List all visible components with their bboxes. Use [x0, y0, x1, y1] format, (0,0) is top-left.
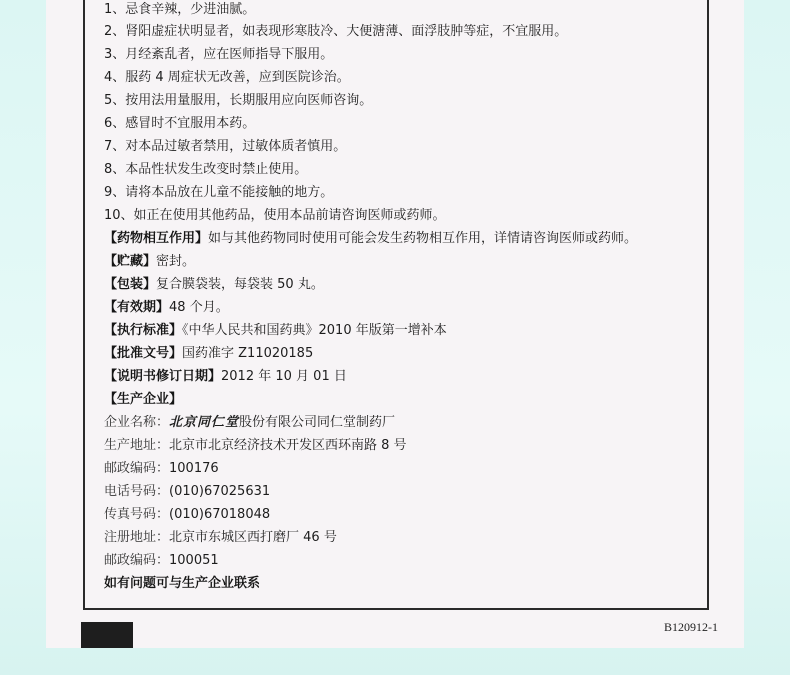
section-manufacturer	[104, 392, 182, 408]
caution-5: 5、按用法用量服用，长期服用应向医师咨询。	[104, 93, 373, 108]
section-text: 密封。	[156, 254, 196, 269]
field-label: 注册地址：	[104, 530, 170, 545]
field-label: 电话号码：	[104, 484, 170, 499]
section-approval	[104, 346, 313, 362]
section-standard	[104, 323, 447, 339]
field-value: (010)67018048	[169, 507, 271, 522]
company-name-row	[104, 415, 395, 431]
caution-7: 7、对本品过敏者禁用，过敏体质者慎用。	[104, 139, 347, 154]
color-block-mark	[81, 622, 133, 648]
section-text: 如与其他药物同时使用可能会发生药物相互作用，详情请咨询医师或药师。	[208, 231, 638, 246]
leaflet-paper	[46, 0, 744, 648]
caution-2: 2、肾阳虚症状明显者，如表现形寒肢冷、大便溏薄、面浮肢肿等症，不宜服用。	[104, 24, 568, 39]
field-value: (010)67025631	[169, 484, 271, 499]
section-label: 【执行标准】	[104, 323, 183, 338]
section-revision-date	[104, 369, 347, 385]
caution-9: 9、请将本品放在儿童不能接触的地方。	[104, 185, 334, 200]
registered-address-row	[104, 530, 337, 546]
field-label: 生产地址：	[104, 438, 170, 453]
company-name: 股份有限公司同仁堂制药厂	[239, 415, 396, 430]
section-text: 国药准字 Z11020185	[182, 346, 314, 361]
field-value: 北京市东城区西打磨厂 46 号	[169, 530, 337, 545]
section-text: 复合膜袋装，每袋装 50 丸。	[156, 277, 324, 292]
field-label: 传真号码：	[104, 507, 170, 522]
field-label: 邮政编码：	[104, 553, 170, 568]
caution-4: 4、服药 4 周症状无改善，应到医院诊治。	[104, 70, 350, 85]
section-label: 【包装】	[104, 277, 157, 292]
section-label: 【生产企业】	[104, 392, 183, 407]
caution-8: 8、本品性状发生改变时禁止使用。	[104, 162, 308, 177]
section-text: 48 个月。	[169, 300, 229, 315]
phone-row	[104, 484, 270, 500]
section-label: 【说明书修订日期】	[104, 369, 222, 384]
section-expiry	[104, 300, 229, 316]
postcode-row	[104, 461, 219, 477]
section-package	[104, 277, 324, 293]
caution-6: 6、感冒时不宜服用本药。	[104, 116, 256, 131]
field-value: 100176	[169, 461, 219, 476]
field-label: 企业名称：	[104, 415, 170, 430]
caution-3: 3、月经紊乱者，应在医师指导下服用。	[104, 47, 334, 62]
field-label: 邮政编码：	[104, 461, 170, 476]
section-label: 【药物相互作用】	[104, 231, 209, 246]
registered-postcode-row	[104, 553, 219, 569]
section-label: 【批准文号】	[104, 346, 183, 361]
section-storage	[104, 254, 195, 270]
contact-note: 如有问题可与生产企业联系	[104, 576, 261, 591]
section-text: 《中华人民共和国药典》2010 年版第一增补本	[182, 323, 447, 338]
section-label: 【有效期】	[104, 300, 170, 315]
fax-row	[104, 507, 270, 523]
caution-1: 1、忌食辛辣，少进油腻。	[104, 2, 256, 17]
field-value: 北京市北京经济技术开发区西环南路 8 号	[169, 438, 407, 453]
production-address-row	[104, 438, 407, 454]
field-value: 100051	[169, 553, 219, 568]
document-code: B120912-1	[664, 620, 718, 634]
section-label: 【贮藏】	[104, 254, 157, 269]
section-text: 2012 年 10 月 01 日	[221, 369, 347, 384]
caution-10: 10、如正在使用其他药品，使用本品前请咨询医师或药师。	[104, 208, 446, 223]
brand-logo-text: 北京同仁堂	[169, 415, 240, 430]
section-interactions	[104, 231, 637, 247]
